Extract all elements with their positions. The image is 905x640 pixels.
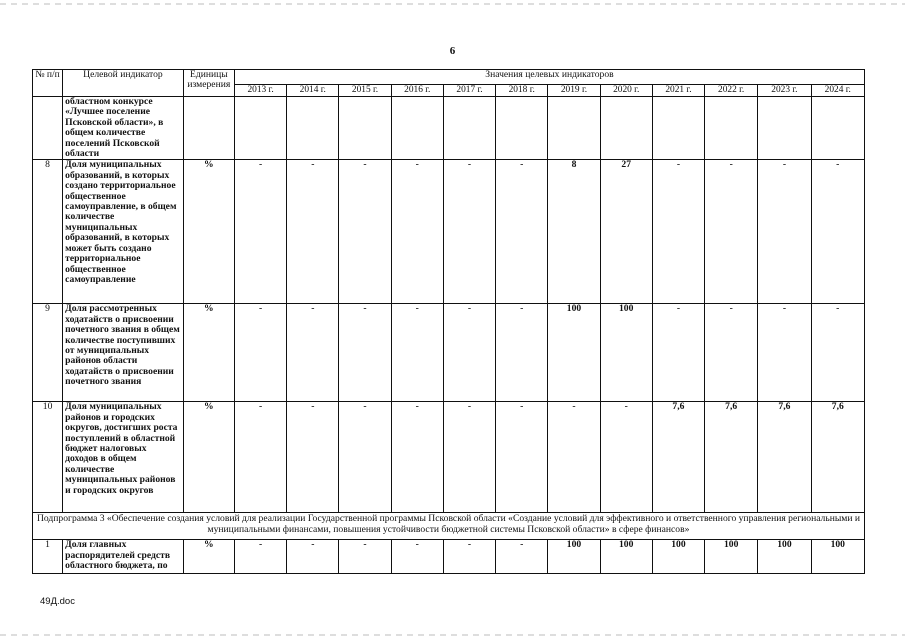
row-value: 100 (548, 540, 600, 574)
header-row-main (33, 70, 865, 85)
row-value: - (496, 540, 548, 574)
row-value (811, 97, 864, 160)
row-unit: % (183, 540, 234, 574)
header-year: 2017 г. (443, 85, 495, 97)
row-value: - (287, 160, 339, 304)
row-value: - (548, 402, 600, 513)
header-year: 2016 г. (391, 85, 443, 97)
row-value: 100 (652, 540, 704, 574)
row-value: 7,6 (758, 402, 811, 513)
row-value: - (287, 304, 339, 402)
target-indicators-table (32, 69, 865, 574)
header-unit: Единицы измерения (183, 70, 234, 97)
row-value: - (705, 304, 758, 402)
row-value (600, 97, 652, 160)
subprogram-row (33, 513, 865, 540)
row-value: - (391, 402, 443, 513)
row-value (652, 97, 704, 160)
row-value: - (234, 402, 286, 513)
file-name-footer: 49Д.doc (40, 596, 75, 607)
scan-artifact-top (0, 3, 905, 5)
row-value: - (496, 304, 548, 402)
row-indicator: областном конкурсе «Лучшее поселение Псковской области», в общем количестве поселений Псковской области (63, 97, 184, 160)
header-year: 2015 г. (339, 85, 391, 97)
table-row (33, 160, 865, 304)
row-value: 100 (705, 540, 758, 574)
scan-artifact-bottom (0, 634, 905, 636)
row-value: - (758, 160, 811, 304)
row-value: - (443, 540, 495, 574)
row-num: 10 (33, 402, 63, 513)
row-value: 100 (600, 304, 652, 402)
row-num: 1 (33, 540, 63, 574)
row-value: 100 (548, 304, 600, 402)
header-indicator: Целевой индикатор (63, 70, 184, 97)
table-row (33, 540, 865, 574)
header-year: 2024 г. (811, 85, 864, 97)
row-value: - (496, 402, 548, 513)
subprogram-title: Подпрограмма 3 «Обеспечение создания условий для реализации Государственной программы Псковской области «Создание условий для эффективного и ответственного управления региональными и муниципальными финансами, повышения устойчивости бюджетной системы Псковской области» в сфере финансов» (33, 513, 865, 540)
row-indicator: Доля муниципальных образований, в которых создано территориальное общественное самоуправление, в общем количестве муниципальных образований, в которых может быть создано территориальное общественное самоуправление (63, 160, 184, 304)
row-value (548, 97, 600, 160)
header-year: 2021 г. (652, 85, 704, 97)
row-value: - (234, 304, 286, 402)
header-year: 2022 г. (705, 85, 758, 97)
row-value (234, 97, 286, 160)
row-value: 8 (548, 160, 600, 304)
row-value: - (652, 160, 704, 304)
header-year: 2023 г. (758, 85, 811, 97)
row-value (443, 97, 495, 160)
row-indicator: Доля муниципальных районов и городских округов, достигших роста поступлений в областной бюджет налоговых доходов в общем количестве муниципальных районов и городских округов (63, 402, 184, 513)
row-unit (183, 97, 234, 160)
row-value: 7,6 (811, 402, 864, 513)
row-value: - (287, 402, 339, 513)
header-num: № п/п (33, 70, 63, 97)
table-row (33, 304, 865, 402)
row-value: - (391, 160, 443, 304)
row-value: - (339, 402, 391, 513)
header-year: 2020 г. (600, 85, 652, 97)
row-value: - (287, 540, 339, 574)
row-value: - (391, 304, 443, 402)
table-row (33, 402, 865, 513)
row-value: - (811, 304, 864, 402)
row-value (339, 97, 391, 160)
row-num: 9 (33, 304, 63, 402)
row-value (705, 97, 758, 160)
row-value (758, 97, 811, 160)
row-unit: % (183, 160, 234, 304)
header-year: 2018 г. (496, 85, 548, 97)
row-value: - (339, 160, 391, 304)
row-value: 100 (811, 540, 864, 574)
row-value (496, 97, 548, 160)
row-value: - (811, 160, 864, 304)
row-value: - (391, 540, 443, 574)
row-indicator: Доля главных распорядителей средств областного бюджета, по (63, 540, 184, 574)
row-value (391, 97, 443, 160)
row-value: - (339, 540, 391, 574)
header-year: 2014 г. (287, 85, 339, 97)
row-value: - (443, 402, 495, 513)
header-year: 2013 г. (234, 85, 286, 97)
row-value: - (339, 304, 391, 402)
table-row-continued (33, 97, 865, 160)
header-year: 2019 г. (548, 85, 600, 97)
row-value: - (705, 160, 758, 304)
row-unit: % (183, 402, 234, 513)
row-value: 100 (758, 540, 811, 574)
row-value: 27 (600, 160, 652, 304)
row-value: - (234, 160, 286, 304)
row-value: - (652, 304, 704, 402)
row-num: 8 (33, 160, 63, 304)
header-values: Значения целевых индикаторов (234, 70, 864, 85)
row-value: - (496, 160, 548, 304)
row-value: - (234, 540, 286, 574)
row-value: - (758, 304, 811, 402)
row-value: 100 (600, 540, 652, 574)
row-value: - (600, 402, 652, 513)
row-num (33, 97, 63, 160)
page-number: 6 (449, 45, 456, 57)
row-unit: % (183, 304, 234, 402)
row-value: 7,6 (652, 402, 704, 513)
row-indicator: Доля рассмотренных ходатайств о присвоении почетного звания в общем количестве поступивших от муниципальных районов области ходатайств о присвоении почетного звания (63, 304, 184, 402)
row-value: - (443, 304, 495, 402)
row-value (287, 97, 339, 160)
row-value: - (443, 160, 495, 304)
row-value: 7,6 (705, 402, 758, 513)
